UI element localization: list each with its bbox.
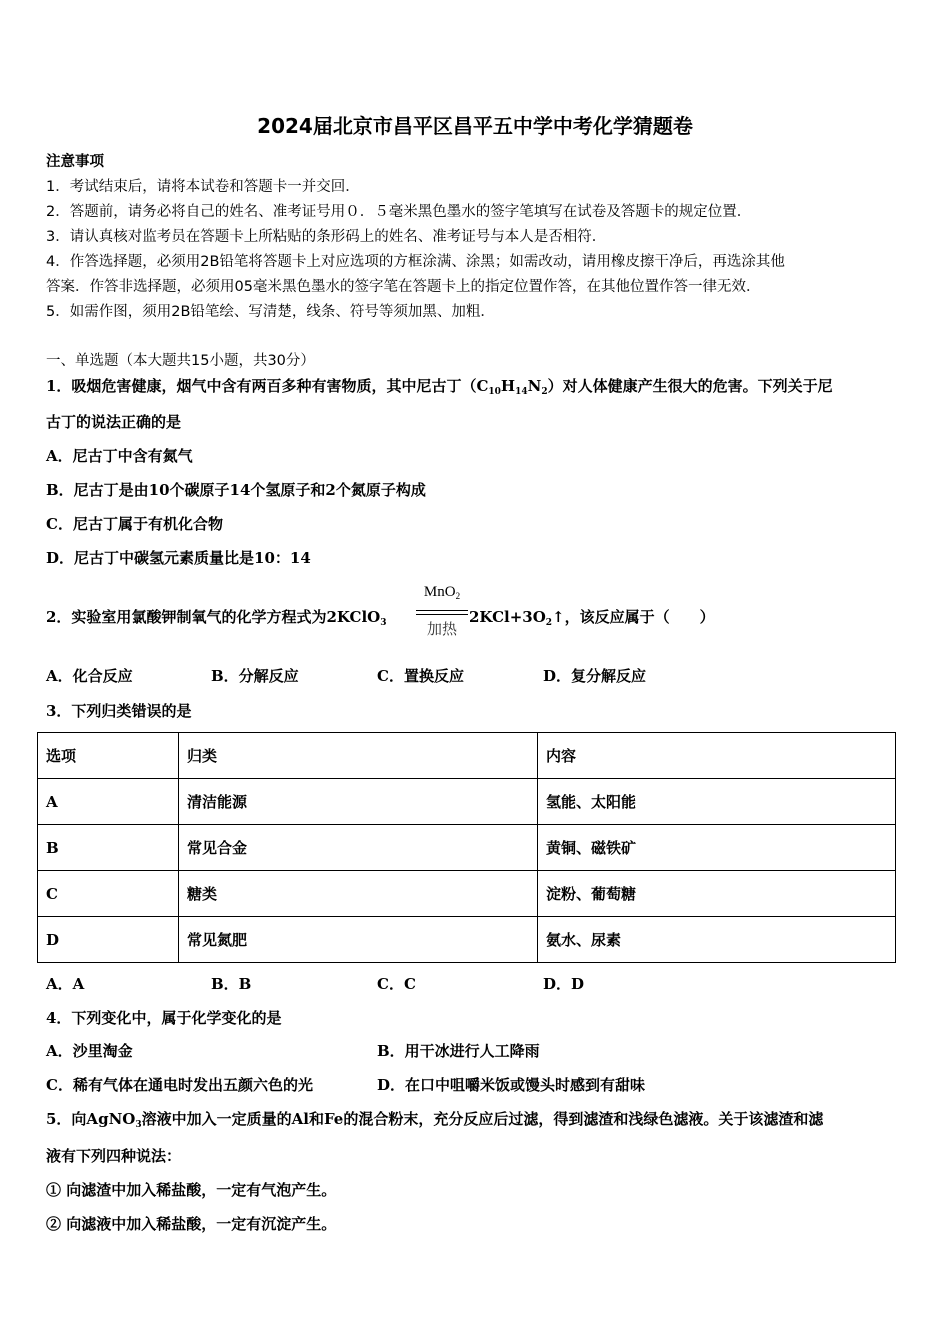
equals-line-top xyxy=(416,610,468,611)
formula-subscript: 14 xyxy=(515,387,528,397)
note-item: 1．考试结束后，请将本试卷和答题卡一并交回． xyxy=(46,179,360,195)
q3-option-d: D．D xyxy=(543,975,585,993)
table-row xyxy=(38,917,896,963)
table-header-cell: 选项 xyxy=(38,733,179,779)
q5-statement-2: ② 向滤液中加入稀盐酸，一定有沉淀产生。 xyxy=(46,1215,337,1233)
notes-heading: 注意事项 xyxy=(46,154,104,170)
q1-stem-part: ）对人体健康产生很大的危害。下列关于尼 xyxy=(547,377,833,395)
q4-stem: 4．下列变化中，属于化学变化的是 xyxy=(46,1009,282,1027)
q3-stem: 3．下列归类错误的是 xyxy=(46,702,192,720)
q4-option-d: D．在口中咀嚼米饭或馒头时感到有甜味 xyxy=(377,1076,646,1094)
catalyst-formula: MnO xyxy=(423,584,456,600)
q2-option-a: A．化合反应 xyxy=(46,667,133,685)
table-cell: 淀粉、葡萄糖 xyxy=(538,871,896,917)
formula-subscript: 3 xyxy=(135,1120,142,1130)
q4-option-c: C．稀有气体在通电时发出五颜六色的光 xyxy=(46,1076,313,1094)
q2-stem-part: 2KCl+3O xyxy=(469,608,546,626)
table-cell: C xyxy=(38,871,179,917)
table-cell: D xyxy=(38,917,179,963)
note-item: 答案．作答非选择题，必须用05毫米黑色墨水的签字笔在答题卡上的指定位置作答，在其他位置作答一律无效． xyxy=(46,279,761,295)
note-item: 3．请认真核对监考员在答题卡上所粘贴的条形码上的姓名、准考证号与本人是否相符． xyxy=(46,229,607,245)
q2-option-d: D．复分解反应 xyxy=(543,667,647,685)
q5-stem-part: 5．向AgNO xyxy=(46,1110,136,1128)
table-row xyxy=(38,825,896,871)
section-heading: 一、单选题（本大题共15小题，共30分） xyxy=(46,353,315,369)
table-cell: 常见氮肥 xyxy=(179,917,538,963)
q4-option-b: B．用干冰进行人工降雨 xyxy=(377,1042,540,1060)
q1-option-c: C．尼古丁属于有机化合物 xyxy=(46,515,223,533)
formula-element: N xyxy=(527,377,542,395)
table-cell: 氢能、太阳能 xyxy=(538,779,896,825)
table-header-row xyxy=(38,733,896,779)
q1-option-a: A．尼古丁中含有氮气 xyxy=(46,447,193,465)
table-cell: B xyxy=(38,825,179,871)
q2-option-b: B．分解反应 xyxy=(211,667,299,685)
note-item: 4．作答选择题，必须用2B铅笔将答题卡上对应选项的方框涂满、涂黑；如需改动，请用橡皮擦干净后，再选涂其他 xyxy=(46,254,785,270)
page-title: 2024届北京市昌平区昌平五中学中考化学猜题卷 xyxy=(257,114,693,138)
q5-statement-1: ① 向滤渣中加入稀盐酸，一定有气泡产生。 xyxy=(46,1181,337,1199)
q4-option-a: A．沙里淘金 xyxy=(46,1042,133,1060)
q2-stem-part: ↑，该反应属于（ ） xyxy=(552,608,715,626)
q2-option-c: C．置换反应 xyxy=(377,667,464,685)
table-cell: A xyxy=(38,779,179,825)
table-row xyxy=(38,871,896,917)
table-cell: 黄铜、磁铁矿 xyxy=(538,825,896,871)
q5-stem-part: 溶液中加入一定质量的Al和Fe的混合粉末，充分反应后过滤，得到滤渣和浅绿色滤液。关于该滤渣和滤 xyxy=(141,1110,824,1128)
formula-subscript: 10 xyxy=(488,387,501,397)
q3-option-c: C．C xyxy=(377,975,416,993)
q2-stem-right xyxy=(469,607,715,633)
q2-stem-left xyxy=(46,607,386,633)
q1-option-d: D．尼古丁中碳氢元素质量比是10：14 xyxy=(46,549,311,567)
formula-subscript: 3 xyxy=(380,618,387,628)
classification-table xyxy=(37,732,896,963)
table-header-cell: 内容 xyxy=(538,733,896,779)
q1-stem-cont: 古丁的说法正确的是 xyxy=(46,413,182,431)
table-cell: 常见合金 xyxy=(179,825,538,871)
table-cell: 清洁能源 xyxy=(179,779,538,825)
q3-option-a: A．A xyxy=(46,975,85,993)
q2-stem-part: 2．实验室用氯酸钾制氧气的化学方程式为2KClO xyxy=(46,608,381,626)
q5-stem-cont: 液有下列四种说法： xyxy=(46,1147,182,1165)
catalyst-label xyxy=(414,584,470,601)
table-row xyxy=(38,779,896,825)
reaction-condition xyxy=(414,584,470,640)
formula-subscript: 2 xyxy=(455,591,461,601)
table-header-cell: 归类 xyxy=(179,733,538,779)
table-cell: 氨水、尿素 xyxy=(538,917,896,963)
q5-stem xyxy=(46,1109,823,1135)
note-item: 2．答题前，请务必将自己的姓名、准考证号用０．５毫米黑色墨水的签字笔填写在试卷及答题卡的规定位置． xyxy=(46,204,752,220)
formula-element: H xyxy=(500,377,516,395)
q1-stem-part: 1．吸烟危害健康，烟气中含有两百多种有害物质，其中尼古丁（C xyxy=(46,377,489,395)
q1-option-b: B．尼古丁是由10个碳原子14个氢原子和2个氮原子构成 xyxy=(46,481,426,499)
note-item: 5．如需作图，须用2B铅笔绘、写清楚，线条、符号等须加黑、加粗． xyxy=(46,304,495,320)
formula-subscript: 2 xyxy=(545,618,553,628)
equals-line-bottom xyxy=(416,614,468,615)
condition-label: 加热 xyxy=(426,622,457,638)
q3-option-b: B．B xyxy=(211,975,252,993)
table-cell: 糖类 xyxy=(179,871,538,917)
formula-subscript: 2 xyxy=(541,387,548,397)
q1-stem xyxy=(46,376,833,402)
